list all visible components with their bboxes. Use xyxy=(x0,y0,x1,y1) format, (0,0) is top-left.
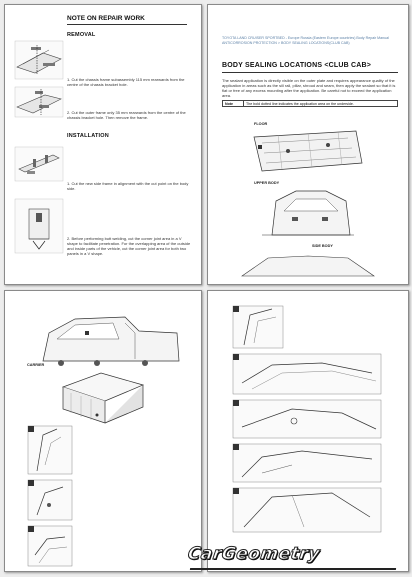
carrier-diagram xyxy=(57,367,147,425)
removal-figure-1 xyxy=(13,39,65,81)
installation-step-1: 1. Cut the new side frame in alignment with the cut point on the body side. xyxy=(67,181,189,191)
label-side-body: SIDE BODY xyxy=(312,244,333,248)
removal-figure-2 xyxy=(13,85,65,119)
side-body-diagram xyxy=(238,250,378,280)
breadcrumb[interactable] xyxy=(222,36,398,46)
title-rule xyxy=(67,24,187,25)
detail-figure-1 xyxy=(232,305,284,349)
manual-page-note-on-repair-work xyxy=(4,4,202,285)
note-table xyxy=(222,100,398,107)
detail-figure-3 xyxy=(232,399,382,439)
installation-figure-1 xyxy=(13,145,65,183)
installation-heading: INSTALLATION xyxy=(67,133,109,139)
floor-diagram xyxy=(248,127,368,177)
detail-figure-4 xyxy=(232,443,382,483)
installation-step-2: 2. Before performing butt welding, cut the corner joint area in a V shape to facilitate penetration. For the overlapping area of the outside and inside parts of the vehicle, cut the corner joint area for both two panels in a V shape. xyxy=(67,236,191,256)
intro-text: The sealant application is directly visible on the outer plate and requires appearance quality of the application in areas such as the sill rail, pillar, shroud and seam, then apply the sealant so that it is flat or free of any excess mounting after the application. Be careful not to exceed the application area. xyxy=(222,78,396,98)
note-text: The bold dotted line indicates the application area on the underside. xyxy=(244,101,398,107)
manual-page-body-sealing-locations xyxy=(207,4,409,285)
removal-step-2: 2. Cut the outer frame only 35 mm rearwards from the centre of the chassis bracket hole. Then remove the frame. xyxy=(67,110,186,120)
label-upper-body: UPPER BODY xyxy=(254,181,280,185)
manual-page-detail-figures xyxy=(207,290,409,572)
label-carrier: CARRIER xyxy=(27,363,45,367)
carrier-detail-a xyxy=(27,425,73,475)
carrier-detail-b xyxy=(27,479,73,521)
installation-figure-2 xyxy=(13,197,65,255)
detail-figure-5 xyxy=(232,487,382,533)
upper-body-diagram xyxy=(256,187,360,239)
title-rule xyxy=(222,72,398,73)
page-title: NOTE ON REPAIR WORK xyxy=(67,15,145,22)
removal-step-1: 1. Cut the chassis frame subassembly 115 mm rearwards from the centre of the chassis bracket hole. xyxy=(67,77,185,87)
note-key: Note xyxy=(223,101,244,107)
manual-page-side-body-carrier xyxy=(4,290,202,572)
detail-figure-2 xyxy=(232,353,382,395)
breadcrumb-line-2[interactable]: ANTICORROSION PROTECTION > BODY SEALING LOCATIONS(CLUB CAB) xyxy=(222,41,350,45)
cargeometry-logo: CarGeometry xyxy=(186,544,322,564)
page-title: BODY SEALING LOCATIONS <CLUB CAB> xyxy=(222,62,372,69)
label-floor: FLOOR xyxy=(254,122,268,126)
logo-underline xyxy=(190,568,396,570)
removal-heading: REMOVAL xyxy=(67,32,96,38)
side-body-diagram xyxy=(35,311,185,369)
breadcrumb-line-1[interactable]: TOYOTA LAND CRUISER SPORTBED - Europe Russia (Eastern Europe countries) Body Repair Manual xyxy=(222,36,389,40)
carrier-detail-c xyxy=(27,525,73,567)
